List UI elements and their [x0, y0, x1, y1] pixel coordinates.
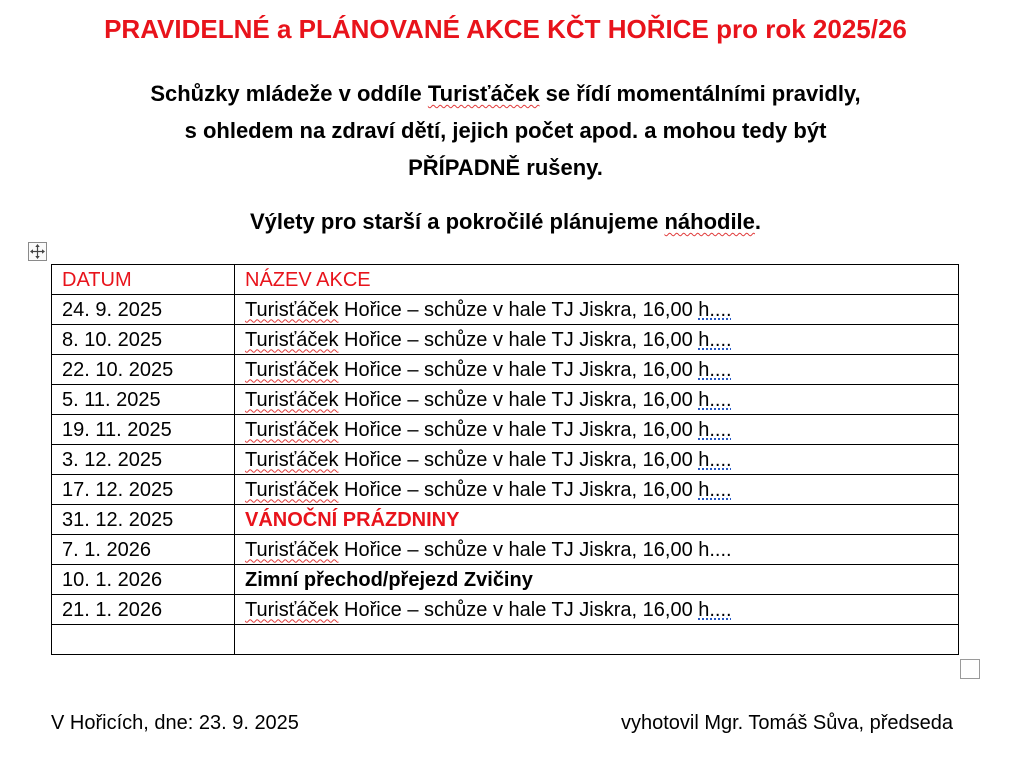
events-table: [51, 264, 959, 655]
event-time-suffix: h....: [698, 538, 732, 561]
row-event: [235, 475, 959, 505]
row-event: [235, 355, 959, 385]
event-time-suffix: h....: [698, 298, 732, 321]
row-date: 5. 11. 2025: [52, 385, 235, 415]
intro-line-1-word: Turisťáček: [427, 81, 540, 106]
table-row: [52, 505, 959, 535]
intro-line-1-end: se řídí momentálními pravidly,: [539, 81, 861, 106]
table-row: [52, 325, 959, 355]
table-row: [52, 595, 959, 625]
event-time-suffix: h....: [698, 418, 732, 441]
row-date: 24. 9. 2025: [52, 295, 235, 325]
row-event: [235, 445, 959, 475]
event-time-suffix: h....: [698, 358, 732, 381]
row-date: 3. 12. 2025: [52, 445, 235, 475]
row-date: 7. 1. 2026: [52, 535, 235, 565]
row-event: [235, 325, 959, 355]
table-row: [52, 445, 959, 475]
event-club-name: Turisťáček: [245, 598, 339, 621]
intro-line-2: s ohledem na zdraví dětí, jejich počet apod. a mohou tedy být: [184, 118, 827, 143]
row-date: 17. 12. 2025: [52, 475, 235, 505]
row-date: 8. 10. 2025: [52, 325, 235, 355]
intro-paragraph: [0, 75, 1011, 186]
event-club-name: Turisťáček: [245, 478, 339, 501]
row-event: Zimní přechod/přejezd Zvičiny: [235, 565, 959, 595]
table-resize-icon[interactable]: [960, 659, 980, 679]
table-row: [52, 295, 959, 325]
trips-note: [0, 209, 1011, 235]
event-description: Hořice – schůze v hale TJ Jiskra, 16,00: [338, 598, 699, 621]
trips-note-end: .: [754, 209, 762, 234]
table-header-row: [52, 265, 959, 295]
row-event: [235, 595, 959, 625]
row-date: 21. 1. 2026: [52, 595, 235, 625]
table-row: [52, 385, 959, 415]
event-description: Hořice – schůze v hale TJ Jiskra, 16,00: [338, 328, 699, 351]
event-time-suffix: h....: [698, 598, 732, 621]
table-row: [52, 535, 959, 565]
row-event: [235, 295, 959, 325]
trips-note-start: Výlety pro starší a pokročilé plánujeme: [249, 209, 665, 234]
page-title: PRAVIDELNÉ a PLÁNOVANÉ AKCE KČT HOŘICE pro rok 2025/26: [104, 14, 907, 44]
row-event: VÁNOČNÍ PRÁZDNINY: [235, 505, 959, 535]
row-event: [235, 625, 959, 655]
event-club-name: Turisťáček: [245, 448, 339, 471]
event-club-name: Turisťáček: [245, 298, 339, 321]
event-time-suffix: h....: [698, 388, 732, 411]
table-row: [52, 415, 959, 445]
event-description: Hořice – schůze v hale TJ Jiskra, 16,00: [338, 478, 699, 501]
event-description: Hořice – schůze v hale TJ Jiskra, 16,00: [338, 448, 699, 471]
row-date: 10. 1. 2026: [52, 565, 235, 595]
row-event: [235, 385, 959, 415]
table-row: [52, 565, 959, 595]
row-date: 31. 12. 2025: [52, 505, 235, 535]
table-row: [52, 475, 959, 505]
event-club-name: Turisťáček: [245, 328, 339, 351]
footer-place-date: V Hořicích, dne: 23. 9. 2025: [51, 712, 299, 734]
event-description: Hořice – schůze v hale TJ Jiskra, 16,00: [338, 298, 699, 321]
intro-line-1-start: Schůzky mládeže v oddíle: [150, 81, 428, 106]
event-club-name: Turisťáček: [245, 358, 339, 381]
event-description: Hořice – schůze v hale TJ Jiskra, 16,00: [338, 358, 699, 381]
footer-author: vyhotovil Mgr. Tomáš Sůva, předseda: [620, 712, 953, 734]
table-row: [52, 625, 959, 655]
row-event: [235, 415, 959, 445]
row-date: 22. 10. 2025: [52, 355, 235, 385]
header-event: NÁZEV AKCE: [235, 265, 959, 295]
event-club-name: Turisťáček: [245, 388, 339, 411]
row-date: [52, 625, 235, 655]
event-club-name: Turisťáček: [245, 418, 339, 441]
table-row: [52, 355, 959, 385]
event-description: Hořice – schůze v hale TJ Jiskra, 16,00: [338, 388, 699, 411]
intro-line-1: [0, 75, 1011, 112]
header-date: DATUM: [52, 265, 235, 295]
trips-note-word: náhodile: [664, 209, 755, 234]
intro-line-3: PŘÍPADNĚ rušeny.: [408, 155, 603, 180]
move-arrows-icon: [29, 243, 46, 260]
row-event: [235, 535, 959, 565]
event-time-suffix: h....: [698, 448, 732, 471]
row-date: 19. 11. 2025: [52, 415, 235, 445]
event-club-name: Turisťáček: [245, 538, 339, 561]
event-time-suffix: h....: [698, 478, 732, 501]
event-time-suffix: h....: [698, 328, 732, 351]
event-description: Hořice – schůze v hale TJ Jiskra, 16,00: [338, 418, 699, 441]
event-description: Hořice – schůze v hale TJ Jiskra, 16,00: [338, 538, 699, 561]
table-move-icon[interactable]: [28, 242, 47, 261]
